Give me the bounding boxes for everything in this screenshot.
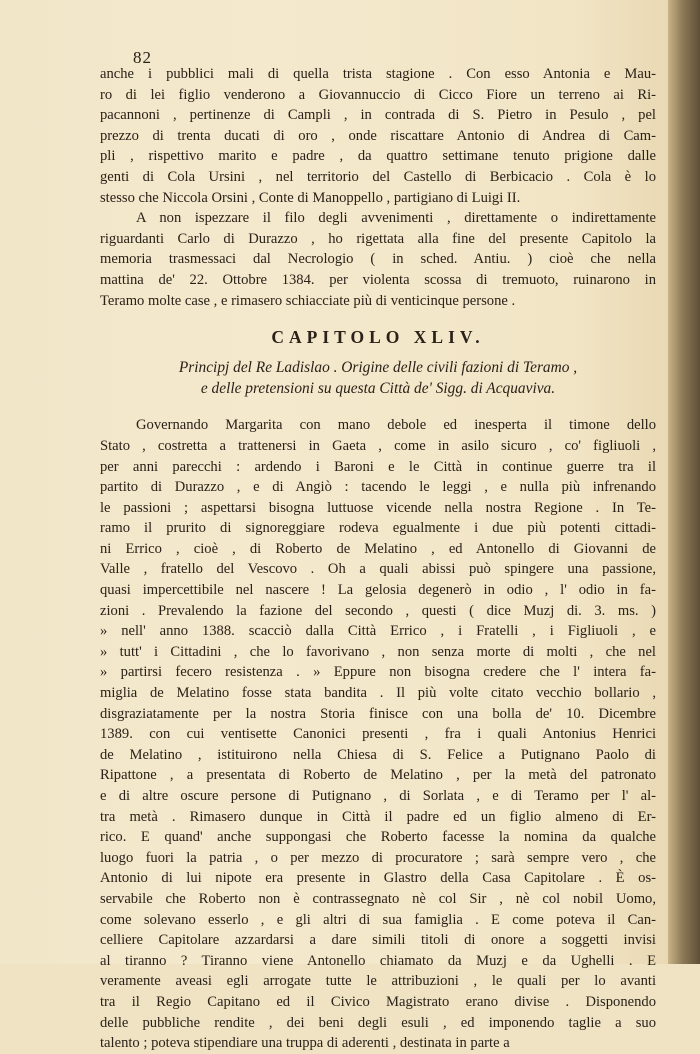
text-line: servabile che Roberto non è contrassegnato nè col Sir , nè col nobil Uomo,	[100, 890, 656, 907]
text-line: ro di lei figlio venderono a Giovannuccio di Cicco Fiore un terreno ai Ri-	[100, 86, 656, 103]
main-paragraph	[100, 415, 656, 1053]
text-line: delle pubbliche rendite , dei beni degli esuli , ed imponendo taglie a suo	[100, 1014, 656, 1031]
text-line: memoria trasmessaci dal Necrologio ( in sched. Antiu. ) cioè che nella	[100, 251, 656, 268]
text-line: tra metà . Rimasero dunque in Città il padre ed un figlio almeno di Er-	[100, 808, 656, 825]
text-line: Antonio di lui nipote era presente in Glastro della Casa Capitolare . È os-	[100, 870, 656, 887]
text-line: anche i pubblici mali di quella trista stagione . Con esso Antonia e Mau-	[100, 66, 656, 82]
text-line: » partirsi fecero resistenza . » Eppure non bisogna credere che l' intera fa-	[100, 664, 656, 681]
text-line: Stato , costretta a trattenersi in Gaeta , come in asilo sicuro , co' figliuoli ,	[100, 437, 656, 454]
text-line: per anni parecchi : ardendo i Baroni e le Città in continue guerre tra il	[100, 458, 656, 475]
text-line: rico. E quand' anche suppongasi che Roberto facesse la nomina da qualche	[100, 829, 656, 846]
page-body	[100, 64, 656, 1054]
text-line: e di altre oscure persone di Putignano , di Sorlata , e di Teramo per l' al-	[100, 788, 656, 804]
text-line: de Melatino , istituirono nella Chiesa di S. Felice a Putignano Paolo di	[100, 746, 656, 763]
text-line: e delle pretensioni su questa Città de' Sigg. di Acquaviva.	[200, 379, 556, 397]
text-line: 1389. con cui ventisette Canonici presenti , fra i quali Antonius Henrici	[100, 726, 656, 743]
chapter-subtitle	[100, 358, 656, 399]
text-line: ni Errico , cioè , di Roberto de Melatino , ed Antonello di Giovanni de	[100, 540, 656, 557]
text-line: zioni . Prevalendo la fazione del secondo , questi ( dice Muzj di. 3. ms. )	[100, 602, 656, 619]
text-line: miglia de Melatino fosse stata bandita . Il più volte citato vecchio bollario ,	[100, 685, 656, 702]
text-line: tra il Regio Capitano ed il Civico Magistrato erano divise . Disponendo	[100, 993, 656, 1010]
text-line: Governando Margarita con mano debole ed inesperta il timone dello	[136, 417, 656, 434]
text-line: » tutt' i Cittadini , che lo favorivano , non senza morte di molti , che nel	[100, 643, 656, 660]
text-line: riguardanti Carlo di Durazzo , ho rigettata alla fine del presente Capitolo la	[100, 230, 656, 247]
text-line: pacannoni , pertinenze di Campli , in contrada di S. Pietro in Pesulo , pel	[100, 107, 656, 124]
text-line: » nell' anno 1388. scacciò dalla Città Errico , i Fratelli , i Figliuoli , e	[100, 623, 656, 640]
text-line: pli , rispettivo marito e padre , da quattro settimane tenuto prigione dalle	[100, 148, 656, 165]
text-line: ramo il prurito di signoreggiare rodeva egualmente i due più potenti cittadi-	[100, 520, 656, 537]
text-line: al tiranno ? Tiranno viene Antonello chiamato da Muzj e da Ughelli . E	[100, 952, 656, 969]
text-line: A non ispezzare il filo degli avvenimenti , direttamente o indirettamente	[136, 210, 656, 227]
text-line: luogo fuori la patria , o per mezzo di procuratore ; sarà sempre vero , che	[100, 849, 656, 866]
text-line: Principj del Re Ladislao . Origine delle civili fazioni di Teramo ,	[178, 359, 578, 377]
text-line: Teramo molte case , e rimasero schiacciate più di venticinque persone .	[100, 292, 516, 309]
text-line: Ripattone , a presentata di Roberto de Melatino , per la metà del patronato	[100, 767, 656, 784]
text-line: disgraziatamente per la nostra Storia finisce con una bolla de' 10. Dicembre	[100, 705, 656, 722]
second-paragraph	[100, 208, 656, 311]
text-line: Valle , fratello del Vescovo . Oh a quali abissi può spingere una passione,	[100, 561, 656, 578]
text-line: celliere Capitolare azzardarsi a dare simili titoli di onore a soggetti invisi	[100, 932, 656, 949]
text-line: le passioni ; aspettarsi bisogna luttuose vicende nella nostra Regione . In Te-	[100, 499, 656, 516]
book-spine	[668, 0, 700, 964]
text-line: genti di Cola Ursini , nel territorio del Castello di Berbicacio . Cola è lo	[100, 168, 656, 185]
page-number: 82	[133, 48, 152, 67]
text-line: partito di Durazzo , e di Angiò : tacendo le leggi , e nulla più infrenando	[100, 479, 656, 496]
text-line: quasi impercettibile nel nascere ! La gelosia degenerò in odio , l' odio in fa-	[100, 582, 656, 599]
text-line: come solevano esserlo , e gli altri di sua famiglia . E come poteva il Can-	[100, 911, 656, 928]
intro-paragraph	[100, 64, 656, 208]
chapter-title: CAPITOLO XLIV.	[271, 327, 485, 348]
text-line: mattina de' 22. Ottobre 1384. per violenta scossa di tremuoto, ruinarono in	[100, 271, 656, 288]
text-line: stesso che Niccola Orsini , Conte di Manoppello , partigiano di Luigi II.	[100, 189, 521, 206]
text-line: talento ; poteva stipendiare una truppa di aderenti , destinata in parte a	[100, 1035, 510, 1052]
text-line: veramente aveasi egli arrogate tutte le attribuzioni , le quali per lo avanti	[100, 973, 656, 990]
text-line: prezzo di trenta ducati di oro , onde riscattare Antonio di Andrea di Cam-	[100, 127, 656, 144]
